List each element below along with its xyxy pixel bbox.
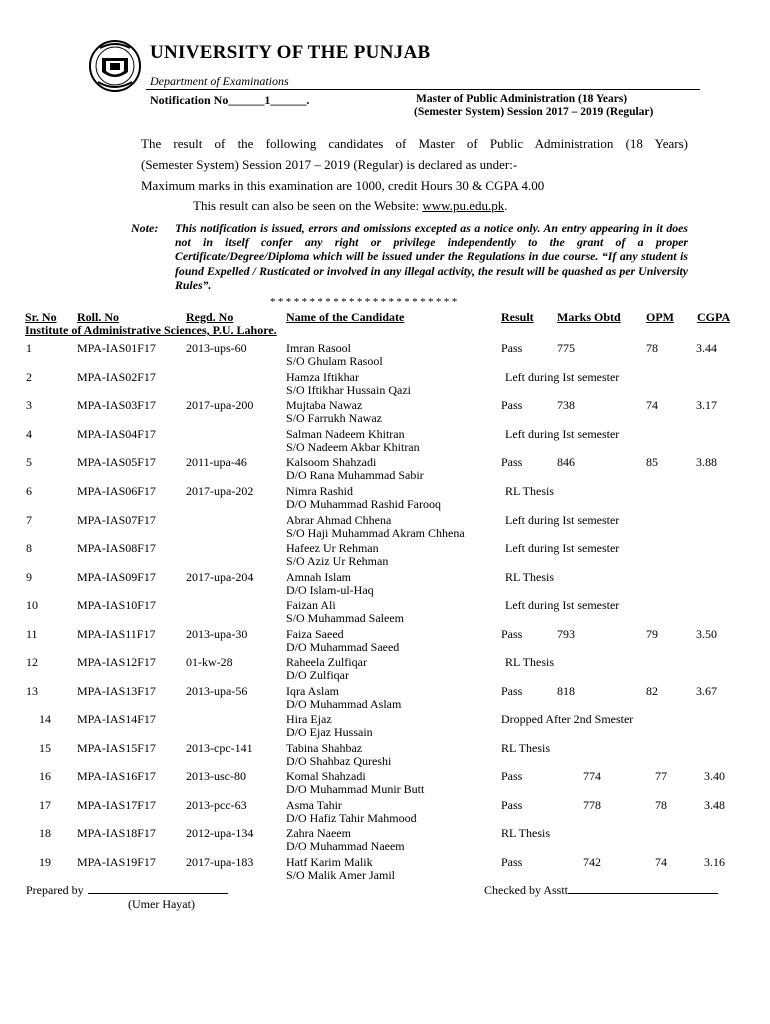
row-sr-no: 14 <box>39 712 51 726</box>
table-row <box>0 741 770 770</box>
row-parent-name: S/O Nadeem Akbar Khitran <box>286 440 420 454</box>
row-roll-no: MPA-IAS13F17 <box>77 684 156 698</box>
row-candidate-name: Iqra Aslam <box>286 684 339 698</box>
row-regd-no: 01-kw-28 <box>186 655 233 669</box>
row-parent-name: D/O Hafiz Tahir Mahmood <box>286 811 417 825</box>
row-marks: 742 <box>583 855 601 869</box>
row-opm: 78 <box>646 341 658 355</box>
row-sr-no: 3 <box>26 398 32 412</box>
row-cgpa: 3.16 <box>704 855 725 869</box>
table-row <box>0 855 770 884</box>
row-parent-name: D/O Muhammad Aslam <box>286 697 402 711</box>
header-divider <box>146 89 700 90</box>
row-roll-no: MPA-IAS17F17 <box>77 798 156 812</box>
row-roll-no: MPA-IAS02F17 <box>77 370 156 384</box>
row-candidate-name: Faiza Saeed <box>286 627 344 641</box>
row-result: Pass <box>501 798 523 812</box>
intro-line-2: (Semester System) Session 2017 – 2019 (Regular) is declared as under:- <box>141 157 518 172</box>
row-parent-name: D/O Muhammad Saeed <box>286 640 400 654</box>
row-sr-no: 2 <box>26 370 32 384</box>
table-row <box>0 684 770 713</box>
row-parent-name: D/O Muhammad Rashid Farooq <box>286 497 441 511</box>
row-candidate-name: Salman Nadeem Khitran <box>286 427 405 441</box>
row-cgpa: 3.50 <box>696 627 717 641</box>
row-regd-no: 2017-upa-183 <box>186 855 254 869</box>
row-result: Pass <box>501 455 523 469</box>
row-parent-name: D/O Islam-ul-Haq <box>286 583 374 597</box>
row-sr-no: 6 <box>26 484 32 498</box>
intro-line-4 <box>193 198 508 214</box>
row-result: Left during Ist semester <box>505 427 620 441</box>
row-candidate-name: Hamza Iftikhar <box>286 370 359 384</box>
row-parent-name: S/O Haji Muhammad Akram Chhena <box>286 526 465 540</box>
intro-line-3: Maximum marks in this examination are 1000, credit Hours 30 & CGPA 4.00 <box>141 178 545 193</box>
row-regd-no: 2012-upa-134 <box>186 826 254 840</box>
row-candidate-name: Asma Tahir <box>286 798 342 812</box>
row-opm: 79 <box>646 627 658 641</box>
row-candidate-name: Imran Rasool <box>286 341 351 355</box>
row-candidate-name: Mujtaba Nawaz <box>286 398 363 412</box>
row-result: Pass <box>501 627 523 641</box>
row-roll-no: MPA-IAS01F17 <box>77 341 156 355</box>
prepared-by-label: Prepared by <box>26 883 84 897</box>
row-regd-no: 2013-pcc-63 <box>186 798 247 812</box>
header-candidate-name: Name of the Candidate <box>286 310 405 324</box>
header-result: Result <box>501 310 534 324</box>
row-sr-no: 17 <box>39 798 51 812</box>
row-sr-no: 12 <box>26 655 38 669</box>
row-opm: 85 <box>646 455 658 469</box>
row-candidate-name: Hatf Karim Malik <box>286 855 373 869</box>
table-row <box>0 570 770 599</box>
row-cgpa: 3.67 <box>696 684 717 698</box>
row-regd-no: 2013-cpc-141 <box>186 741 253 755</box>
row-parent-name: D/O Muhammad Munir Butt <box>286 782 425 796</box>
row-result: Dropped After 2nd Smester <box>501 712 634 726</box>
row-opm: 74 <box>655 855 667 869</box>
row-sr-no: 1 <box>26 341 32 355</box>
row-result: Pass <box>501 341 523 355</box>
row-parent-name: S/O Ghulam Rasool <box>286 354 383 368</box>
checked-by-label: Checked by Asstt <box>484 883 568 897</box>
row-parent-name: S/O Farrukh Nawaz <box>286 411 382 425</box>
row-roll-no: MPA-IAS10F17 <box>77 598 156 612</box>
program-session: (Semester System) Session 2017 – 2019 (Regular) <box>414 106 654 118</box>
checked-signature-line <box>568 883 718 894</box>
row-roll-no: MPA-IAS07F17 <box>77 513 156 527</box>
row-candidate-name: Amnah Islam <box>286 570 351 584</box>
row-roll-no: MPA-IAS03F17 <box>77 398 156 412</box>
row-candidate-name: Zahra Naeem <box>286 826 351 840</box>
row-candidate-name: Hafeez Ur Rehman <box>286 541 379 555</box>
row-parent-name: D/O Rana Muhammad Sabir <box>286 468 424 482</box>
row-parent-name: S/O Muhammad Saleem <box>286 611 404 625</box>
table-row <box>0 798 770 827</box>
table-row <box>0 627 770 656</box>
row-parent-name: D/O Zulfiqar <box>286 668 349 682</box>
notification-number: Notification No______1______. <box>150 93 310 107</box>
header-roll-no: Roll. No <box>77 310 119 324</box>
row-result: Left during Ist semester <box>505 541 620 555</box>
table-row <box>0 598 770 627</box>
website-link[interactable]: www.pu.edu.pk <box>422 198 505 213</box>
separator-stars: ************************ <box>270 296 460 308</box>
university-crest-icon <box>88 38 142 94</box>
row-candidate-name: Tabina Shahbaz <box>286 741 363 755</box>
row-parent-name: S/O Iftikhar Hussain Qazi <box>286 383 411 397</box>
row-opm: 74 <box>646 398 658 412</box>
row-marks: 775 <box>557 341 575 355</box>
row-roll-no: MPA-IAS11F17 <box>77 627 156 641</box>
row-parent-name: S/O Aziz Ur Rehman <box>286 554 389 568</box>
row-candidate-name: Komal Shahzadi <box>286 769 366 783</box>
row-regd-no: 2013-usc-80 <box>186 769 246 783</box>
row-candidate-name: Faizan Ali <box>286 598 336 612</box>
row-marks: 846 <box>557 455 575 469</box>
prepared-signature-line <box>88 883 228 894</box>
row-regd-no: 2017-upa-202 <box>186 484 254 498</box>
row-roll-no: MPA-IAS05F17 <box>77 455 156 469</box>
row-marks: 774 <box>583 769 601 783</box>
row-candidate-name: Raheela Zulfiqar <box>286 655 367 669</box>
row-regd-no: 2011-upa-46 <box>186 455 247 469</box>
table-row <box>0 826 770 855</box>
row-roll-no: MPA-IAS15F17 <box>77 741 156 755</box>
table-row <box>0 712 770 741</box>
row-result: RL Thesis <box>505 570 555 584</box>
row-opm: 77 <box>655 769 667 783</box>
row-roll-no: MPA-IAS04F17 <box>77 427 156 441</box>
row-parent-name: D/O Ejaz Hussain <box>286 725 373 739</box>
header-opm: OPM <box>646 310 674 324</box>
row-sr-no: 13 <box>26 684 38 698</box>
row-marks: 738 <box>557 398 575 412</box>
program-title: Master of Public Administration (18 Years) <box>416 93 628 105</box>
note-label: Note: <box>131 221 159 235</box>
row-roll-no: MPA-IAS09F17 <box>77 570 156 584</box>
row-candidate-name: Abrar Ahmad Chhena <box>286 513 392 527</box>
table-row <box>0 455 770 484</box>
header-sr-no: Sr. No <box>25 310 57 324</box>
note-text: This notification is issued, errors and omissions excepted as a notice only. An entry appearing in it does not in itself confer any right or privilege independently to the grant of a proper Certificate/Degree/Diploma which will be issued under the Regulations in due course. “If any student is found Expelled / Rusticated or involved in any illegal activity, the result will be quashed as per University Rules”. <box>175 221 688 292</box>
row-regd-no: 2013-upa-30 <box>186 627 248 641</box>
row-result: Left during Ist semester <box>505 370 620 384</box>
row-parent-name: D/O Muhammad Naeem <box>286 839 405 853</box>
row-candidate-name: Hira Ejaz <box>286 712 332 726</box>
row-regd-no: 2017-upa-204 <box>186 570 254 584</box>
row-roll-no: MPA-IAS19F17 <box>77 855 156 869</box>
row-sr-no: 8 <box>26 541 32 555</box>
row-roll-no: MPA-IAS12F17 <box>77 655 156 669</box>
website-suffix: . <box>504 198 508 213</box>
table-row <box>0 655 770 684</box>
row-result: RL Thesis <box>505 484 555 498</box>
row-result: Pass <box>501 769 523 783</box>
row-marks: 778 <box>583 798 601 812</box>
row-parent-name: S/O Malik Amer Jamil <box>286 868 395 882</box>
row-result: Pass <box>501 855 523 869</box>
row-cgpa: 3.44 <box>696 341 717 355</box>
department-name: Department of Examinations <box>150 74 289 88</box>
row-sr-no: 18 <box>39 826 51 840</box>
row-sr-no: 19 <box>39 855 51 869</box>
row-sr-no: 5 <box>26 455 32 469</box>
row-sr-no: 16 <box>39 769 51 783</box>
row-cgpa: 3.40 <box>704 769 725 783</box>
row-candidate-name: Nimra Rashid <box>286 484 353 498</box>
row-sr-no: 7 <box>26 513 32 527</box>
document-header <box>88 38 700 120</box>
row-roll-no: MPA-IAS08F17 <box>77 541 156 555</box>
row-sr-no: 4 <box>26 427 32 441</box>
row-parent-name: D/O Shahbaz Qureshi <box>286 754 392 768</box>
table-row <box>0 541 770 570</box>
row-regd-no: 2013-upa-56 <box>186 684 248 698</box>
header-cgpa: CGPA <box>697 310 731 324</box>
row-opm: 82 <box>646 684 658 698</box>
row-cgpa: 3.48 <box>704 798 725 812</box>
row-marks: 818 <box>557 684 575 698</box>
table-row <box>0 769 770 798</box>
table-row <box>0 484 770 513</box>
row-sr-no: 15 <box>39 741 51 755</box>
row-candidate-name: Kalsoom Shahzadi <box>286 455 377 469</box>
row-result: Left during Ist semester <box>505 513 620 527</box>
header-regd-no: Regd. No <box>186 310 234 324</box>
row-opm: 78 <box>655 798 667 812</box>
row-roll-no: MPA-IAS06F17 <box>77 484 156 498</box>
row-sr-no: 9 <box>26 570 32 584</box>
table-row <box>0 341 770 370</box>
header-marks: Marks Obtd <box>557 310 621 324</box>
row-cgpa: 3.88 <box>696 455 717 469</box>
row-marks: 793 <box>557 627 575 641</box>
row-result: RL Thesis <box>505 655 555 669</box>
row-result: Pass <box>501 684 523 698</box>
table-row <box>0 398 770 427</box>
row-regd-no: 2017-upa-200 <box>186 398 254 412</box>
intro-line-1: The result of the following candidates of Master of Public Administration (18 Years) <box>141 136 688 151</box>
row-result: Left during Ist semester <box>505 598 620 612</box>
row-regd-no: 2013-ups-60 <box>186 341 247 355</box>
row-result: Pass <box>501 398 523 412</box>
institute-name: Institute of Administrative Sciences, P.U. Lahore. <box>25 323 277 337</box>
row-sr-no: 10 <box>26 598 38 612</box>
table-row <box>0 370 770 399</box>
row-roll-no: MPA-IAS14F17 <box>77 712 156 726</box>
website-prefix: This result can also be seen on the Website: <box>193 198 423 213</box>
checked-by <box>484 883 718 898</box>
row-result: RL Thesis <box>501 741 551 755</box>
row-roll-no: MPA-IAS18F17 <box>77 826 156 840</box>
prepared-by-name: (Umer Hayat) <box>128 897 195 911</box>
row-sr-no: 11 <box>26 627 38 641</box>
table-row <box>0 513 770 542</box>
prepared-by <box>26 883 228 898</box>
row-roll-no: MPA-IAS16F17 <box>77 769 156 783</box>
table-row <box>0 427 770 456</box>
row-result: RL Thesis <box>501 826 551 840</box>
row-cgpa: 3.17 <box>696 398 717 412</box>
university-name: UNIVERSITY OF THE PUNJAB <box>150 42 431 63</box>
